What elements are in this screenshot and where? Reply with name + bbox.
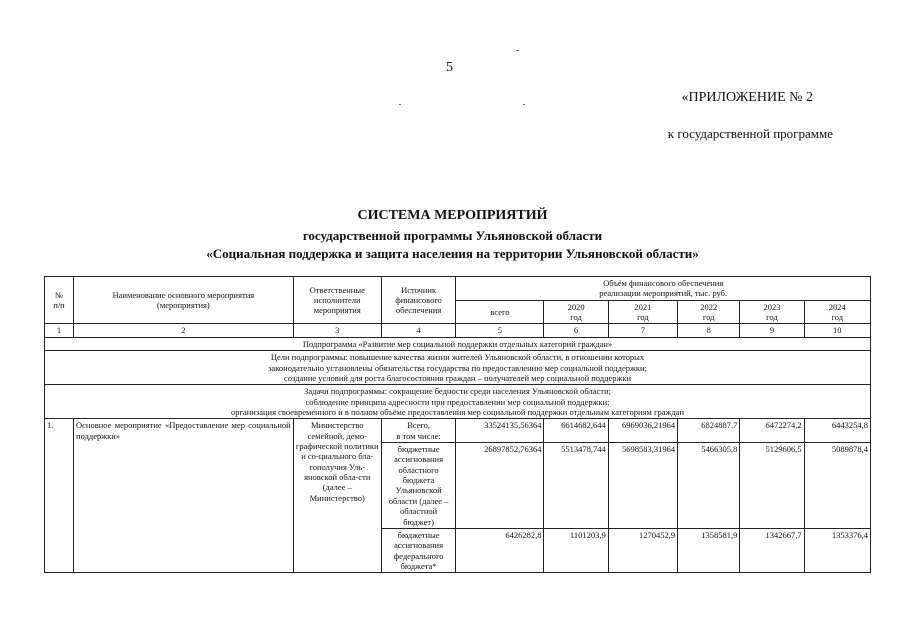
column-number: 8 bbox=[678, 324, 740, 337]
measure-name: Основное мероприятие «Предоставление мер социальной поддержки» bbox=[74, 419, 294, 573]
header-year: 2021 год bbox=[608, 300, 677, 324]
header-name: Наименование основного мероприятия (мероприятия) bbox=[74, 277, 294, 324]
column-number: 1 bbox=[45, 324, 74, 337]
column-number: 5 bbox=[456, 324, 544, 337]
document-title-program: государственной программы Ульяновской области bbox=[302, 228, 603, 243]
page-number: 5 bbox=[446, 60, 453, 75]
column-number: 6 bbox=[544, 324, 608, 337]
amount-2024: 6443254,8 bbox=[804, 419, 870, 443]
amount-2023: 1342667,7 bbox=[740, 528, 804, 572]
measures-table bbox=[44, 276, 871, 573]
amount-2024: 5089878,4 bbox=[804, 443, 870, 529]
amount-2024: 1353376,4 bbox=[804, 528, 870, 572]
header-year: 2020 год bbox=[544, 300, 608, 324]
scan-speck bbox=[523, 104, 525, 105]
amount-total: 6426282,8 bbox=[456, 528, 544, 572]
row-number: 1. bbox=[45, 419, 74, 573]
amount-2021: 1270452,9 bbox=[608, 528, 677, 572]
responsible-executor: Министерство семейной, демо-графической политики и со-циального бла-гополучия Уль-яновской обла-сти (далее – Министерство) bbox=[293, 419, 381, 573]
amount-total: 26897852,76364 bbox=[456, 443, 544, 529]
header-source: Источник финансового обеспечения bbox=[381, 277, 456, 324]
subprogram-row: Подпрограмма «Развитие мер социальной поддержки отдельных категорий граждан» bbox=[45, 337, 871, 350]
column-number: 10 bbox=[804, 324, 870, 337]
goals-row: Цели подпрограммы: повышение качества жизни жителей Ульяновской области, в отношении которых законодательно установлены обязательства государства по предоставлению мер социальной поддержки; создание условий для роста благосостояния граждан – получателей мер социальной поддержки bbox=[45, 351, 871, 385]
document-title-name: «Социальная поддержка и защита населения на территории Ульяновской области» bbox=[206, 246, 699, 261]
appendix-subtitle: к государственной программе bbox=[667, 126, 833, 141]
amount-2021: 6969036,21964 bbox=[608, 419, 677, 443]
document-title: СИСТЕМА МЕРОПРИЯТИЙ bbox=[357, 208, 548, 223]
header-year: 2024 год bbox=[804, 300, 870, 324]
amount-2023: 6472274,2 bbox=[740, 419, 804, 443]
column-number: 2 bbox=[74, 324, 294, 337]
amount-2023: 5129606,5 bbox=[740, 443, 804, 529]
header-year: 2023 год bbox=[740, 300, 804, 324]
amount-2022: 6824887,7 bbox=[678, 419, 740, 443]
appendix-label: «ПРИЛОЖЕНИЕ № 2 bbox=[681, 90, 813, 105]
scan-speck bbox=[399, 104, 401, 105]
amount-2020: 5513478,744 bbox=[544, 443, 608, 529]
amount-2022: 1358581,9 bbox=[678, 528, 740, 572]
header-responsible: Ответственные исполнители мероприятия bbox=[293, 277, 381, 324]
column-number: 3 bbox=[293, 324, 381, 337]
source-label: бюджетные ассигнования областного бюджета Ульяновской области (далее – областной бюджет) bbox=[381, 443, 456, 529]
table-row bbox=[45, 419, 871, 443]
amount-2022: 5466305,8 bbox=[678, 443, 740, 529]
scan-speck bbox=[516, 50, 519, 51]
column-number: 9 bbox=[740, 324, 804, 337]
column-number: 7 bbox=[608, 324, 677, 337]
column-number: 4 bbox=[381, 324, 456, 337]
tasks-row: Задачи подпрограммы: сокращение бедности среди населения Ульяновской области; соблюдение принципа адресности при предоставлении мер социальной поддержки; организация своевременного и в полном объёме предоставления мер социальной поддержки отдельным категориям граждан bbox=[45, 385, 871, 419]
header-num: № п/п bbox=[45, 277, 74, 324]
source-label: Всего, в том числе: bbox=[381, 419, 456, 443]
amount-2021: 5698583,31964 bbox=[608, 443, 677, 529]
source-label: бюджетные ассигнования федерального бюджета* bbox=[381, 528, 456, 572]
amount-2020: 1101203,9 bbox=[544, 528, 608, 572]
header-volume: Объём финансового обеспечения реализации мероприятий, тыс. руб. bbox=[456, 277, 871, 301]
amount-total: 33524135,56364 bbox=[456, 419, 544, 443]
amount-2020: 6614682,644 bbox=[544, 419, 608, 443]
header-total: всего bbox=[456, 300, 544, 324]
header-year: 2022 год bbox=[678, 300, 740, 324]
